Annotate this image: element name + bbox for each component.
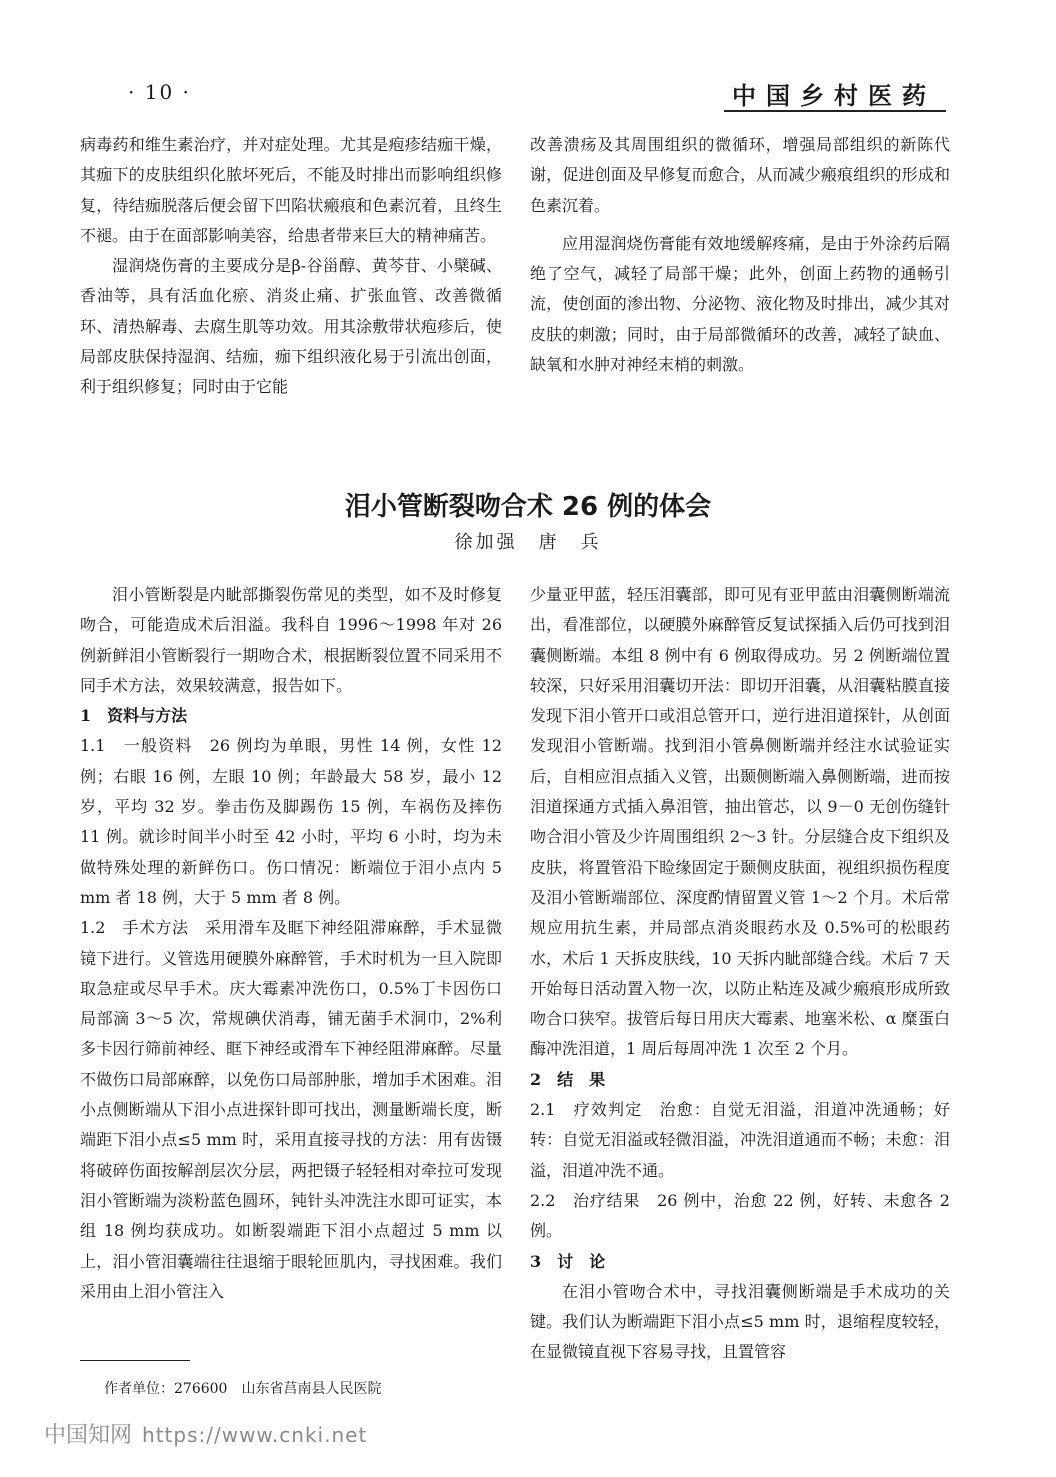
prev-paragraph-2: 湿润烧伤膏的主要成分是β-谷甾醇、黄芩苷、小檗碱、香油等，具有活血化瘀、消炎止痛、扩张血管、改善微循环、清热解毒、去腐生肌等功效。用其涂敷带状疱疹后，使局部皮肤保持湿润、结痂，痂下组织液化易于引流出创面，利于组织修复；同时由于它能 <box>80 256 502 397</box>
prev-paragraph-1: 病毒药和维生素治疗，并对症处理。尤其是疱疹结痂干燥，其痂下的皮肤组织化脓坏死后，不能及时排出而影响组织修复，待结痂脱落后便会留下凹陷状瘢痕和色素沉着，且终生不褪。由于在面部影响美容，给患者带来巨大的精神痛苦。 <box>80 135 502 245</box>
section-3-paragraph: 在泪小管吻合术中，寻找泪囊侧断端是手术成功的关键。我们认为断端距下泪小点≤5 mm 时，退缩程度较轻，在显微镜直视下容易寻找，且置管容 <box>530 1281 950 1362</box>
section-1-heading: 1 资料与方法 <box>80 706 188 726</box>
watermark-url: https://www.cnki.net <box>142 1423 368 1447</box>
article-right-column <box>530 580 950 1368</box>
prev-paragraph-4: 应用湿润烧伤膏能有效地缓解疼痛，是由于外涂药后隔绝了空气，减轻了局部干燥；此外，创面上药物的通畅引流，使创面的渗出物、分泌物、液化物及时排出，减少其对皮肤的刺激；同时，由于局部微循环的改善，减轻了缺血、缺氧和水肿对神经末梢的刺激。 <box>530 233 950 375</box>
section-2-1: 2.1 疗效判定 治愈：自觉无泪溢，泪道冲洗通畅；好转：自觉无泪溢或轻微泪溢，冲洗泪道通而不畅；未愈：泪溢，泪道冲洗不通。 <box>530 1100 950 1180</box>
prev-article-right-column <box>530 130 950 380</box>
section-3-heading: 3 讨 论 <box>530 1251 606 1271</box>
section-1-1: 1.1 一般资料 26 例均为单眼，男性 14 例，女性 12 例；右眼 16 例，左眼 10 例；年龄最大 58 岁，最小 12 岁，平均 32 岁。拳击伤及脚踢伤 15 例，车祸伤及摔伤 11 例。就诊时间半小时至 42 小时，平均 6 小时，均为未做特殊处理的新鲜伤口。伤口情况：断端位于泪小点内 5 mm 者 18 例，大于 5 mm 者 8 例。 <box>80 736 502 907</box>
prev-paragraph-3: 改善溃疡及其周围组织的微循环，增强局部组织的新陈代谢，促进创面及早修复而愈合，从而减少瘢痕组织的形成和色素沉着。 <box>530 135 950 215</box>
article-left-column <box>80 580 502 1307</box>
footnote-rule <box>80 1360 190 1361</box>
article-authors: 徐加强 唐 兵 <box>454 532 602 553</box>
page-number: · 10 · <box>128 80 191 104</box>
section-1-2: 1.2 手术方法 采用滑车及眶下神经阻滞麻醉，手术显微镜下进行。义管选用硬膜外麻醉管，手术时机为一旦入院即取急症或尽早手术。庆大霉素冲洗伤口，0.5%丁卡因伤口局部滴 3～5 次，常规碘伏消毒，铺无菌手术洞巾，2%利多卡因行筛前神经、眶下神经或滑车下神经阻滞麻醉。尽量不做伤口局部麻醉，以免伤口局部肿胀，增加手术困难。泪小点侧断端从下泪小点进探针即可找出，测量断端长度，断端距下泪小点≤5 mm 时，采用直接寻找的方法：用有齿镊将破碎伤面按解剖层次分层，两把镊子轻轻相对牵拉可发现泪小管断端为淡粉蓝色圆环，钝针头冲洗注水即可证实，本组 18 例均获成功。如断裂端距下泪小点超过 5 mm 以上，泪小管泪囊端往往退缩于眼轮匝肌内，寻找困难。我们采用由上泪小管注入 <box>80 918 502 1301</box>
author-affiliation-footnote: 作者单位：276600 山东省莒南县人民医院 <box>104 1381 382 1397</box>
section-2-2: 2.2 治疗结果 26 例中，治愈 22 例，好转、未愈各 2 例。 <box>530 1190 950 1241</box>
prev-article-left-column <box>80 130 502 403</box>
header-rule <box>724 110 946 112</box>
cnki-watermark <box>44 1418 367 1449</box>
article-title: 泪小管断裂吻合术 26 例的体会 <box>344 492 712 522</box>
section-2-heading: 2 结 果 <box>530 1069 606 1089</box>
watermark-brand: 中国知网 <box>44 1423 133 1448</box>
intro-paragraph: 泪小管断裂是内眦部撕裂伤常见的类型，如不及时修复吻合，可能造成术后泪溢。我科自 1996～1998 年对 26 例新鲜泪小管断裂行一期吻合术，根据断裂位置不同采用不同手术方法，效果较满意，报告如下。 <box>80 585 502 695</box>
journal-name: 中国乡村医药 <box>732 81 936 110</box>
section-1-2-continued: 少量亚甲蓝，轻压泪囊部，即可见有亚甲蓝由泪囊侧断端流出，看准部位，以硬膜外麻醉管反复试探插入后仍可找到泪囊侧断端。本组 8 例中有 6 例取得成功。另 2 例断端位置较深，只好采用泪囊切开法：即切开泪囊，从泪囊粘膜直接发现下泪小管开口或泪总管开口，逆行进泪道探针，从创面发现泪小管断端。找到泪小管鼻侧断端并经注水试验证实后，自相应泪点插入义管，出颞侧断端入鼻侧断端，进而按泪道探通方式插入鼻泪管，抽出管芯，以 9－0 无创伤缝针吻合泪小管及少许周围组织 2～3 针。分层缝合皮下组织及皮肤，将置管沿下睑缘固定于颞侧皮肤面，视组织损伤程度及泪小管断端部位、深度酌情留置义管 1～2 个月。术后常规应用抗生素，并局部点消炎眼药水及 0.5%可的松眼药水，术后 1 天拆皮肤线，10 天拆内眦部缝合线。术后 7 天开始每日活动置入物一次，以防止粘连及减少瘢痕形成所致吻合口狭窄。拔管后每日用庆大霉素、地塞米松、α 糜蛋白酶冲洗泪道，1 周后每周冲洗 1 次至 2 个月。 <box>530 585 950 1059</box>
